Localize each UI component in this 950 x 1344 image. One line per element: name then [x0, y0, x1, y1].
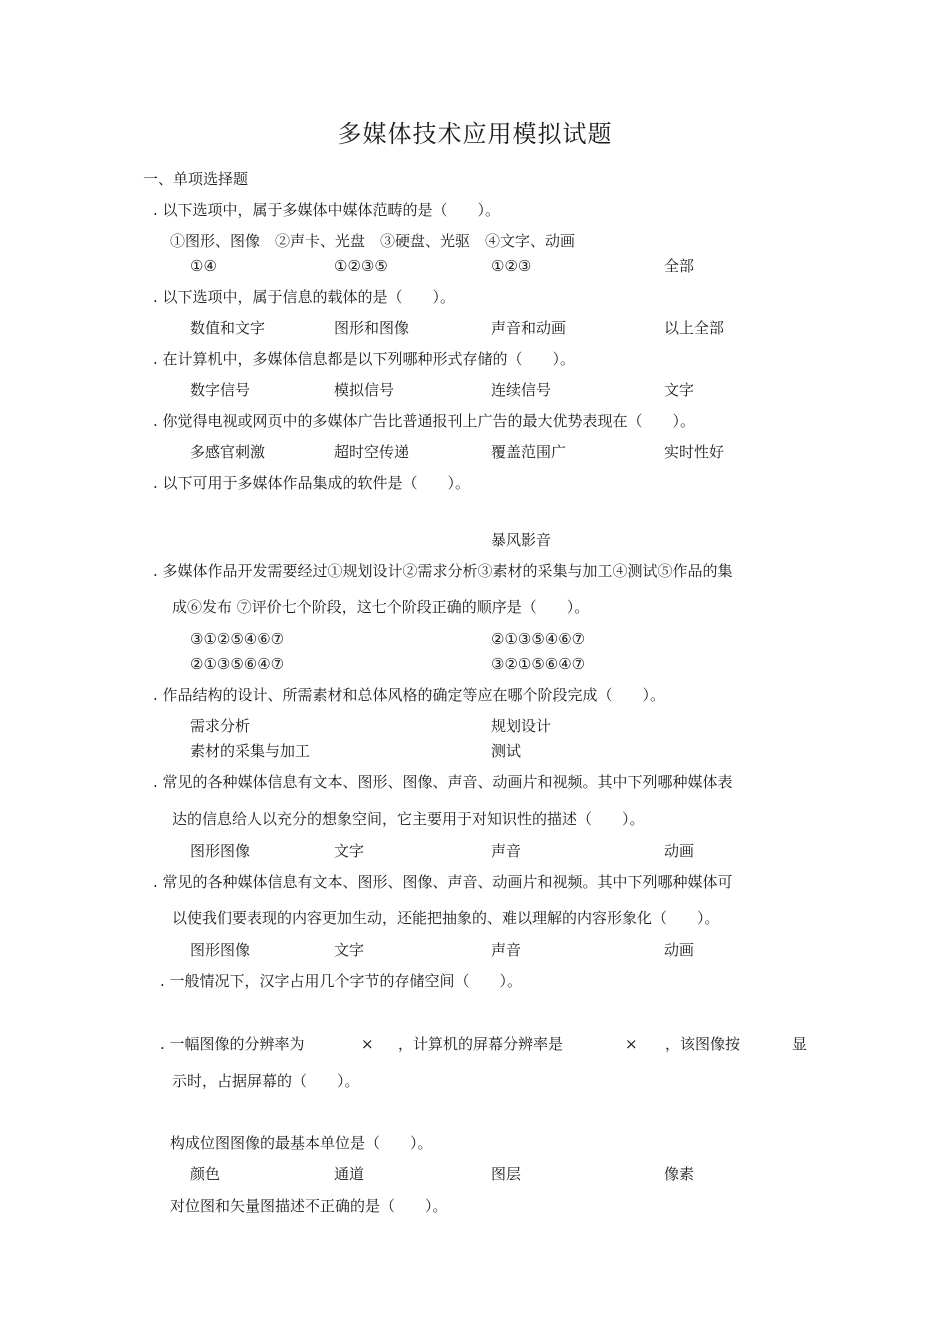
- option-9d: 动画: [664, 941, 695, 959]
- question-4: . 你觉得电视或网页中的多媒体广告比普通报刊上广告的最大优势表现在（ ）。: [153, 412, 696, 430]
- option-8b: 文字: [334, 842, 365, 860]
- page-title: 多媒体技术应用模拟试题: [337, 120, 613, 148]
- option-6b: ②①③⑤④⑥⑦: [491, 630, 586, 648]
- question-6-line-2: 成⑥发布 ⑦评价七个阶段，这七个阶段正确的顺序是（ ）。: [172, 598, 590, 616]
- multiply-sign-2: ×: [625, 1035, 638, 1053]
- option-7b: 规划设计: [491, 717, 552, 735]
- option-8d: 动画: [664, 842, 695, 860]
- option-6d: ③②①⑤⑥④⑦: [491, 655, 586, 673]
- question-7: . 作品结构的设计、所需素材和总体风格的确定等应在哪个阶段完成（ ）。: [153, 686, 666, 704]
- question-1-items: ①图形、图像 ②声卡、光盘 ③硬盘、光驱 ④文字、动画: [170, 232, 576, 250]
- option-5c: 暴风影音: [491, 531, 552, 549]
- option-1c: ①②③: [491, 257, 532, 275]
- option-7d: 测试: [491, 742, 522, 760]
- option-8a: 图形图像: [190, 842, 251, 860]
- option-7c: 素材的采集与加工: [190, 742, 311, 760]
- option-12b: 通道: [334, 1165, 365, 1183]
- option-3a: 数字信号: [190, 381, 251, 399]
- option-9a: 图形图像: [190, 941, 251, 959]
- question-3: . 在计算机中，多媒体信息都是以下列哪种形式存储的（ ）。: [153, 350, 576, 368]
- question-11-part-1: . 一幅图像的分辨率为: [160, 1035, 305, 1053]
- question-5: . 以下可用于多媒体作品集成的软件是（ ）。: [153, 474, 471, 492]
- question-11-line-2: 示时，占据屏幕的（ ）。: [172, 1072, 360, 1090]
- option-3c: 连续信号: [491, 381, 552, 399]
- multiply-sign-1: ×: [361, 1035, 374, 1053]
- question-6-line-1: . 多媒体作品开发需要经过①规划设计②需求分析③素材的采集与加工④测试⑤作品的集: [153, 562, 733, 580]
- option-2a: 数值和文字: [190, 319, 266, 337]
- question-9-line-2: 以使我们要表现的内容更加生动，还能把抽象的、难以理解的内容形象化（ ）。: [172, 909, 720, 927]
- option-2c: 声音和动画: [491, 319, 567, 337]
- question-13: 对位图和矢量图描述不正确的是（ ）。: [170, 1197, 448, 1215]
- section-heading: 一、单项选择题: [143, 170, 249, 188]
- option-9c: 声音: [491, 941, 522, 959]
- option-4a: 多感官刺激: [190, 443, 266, 461]
- option-4d: 实时性好: [664, 443, 725, 461]
- option-12a: 颜色: [190, 1165, 221, 1183]
- option-1d: 全部: [664, 257, 695, 275]
- question-2: . 以下选项中，属于信息的载体的是（ ）。: [153, 288, 456, 306]
- question-9-line-1: . 常见的各种媒体信息有文本、图形、图像、声音、动画片和视频。其中下列哪种媒体可: [153, 873, 733, 891]
- option-2d: 以上全部: [664, 319, 725, 337]
- option-4b: 超时空传递: [334, 443, 410, 461]
- question-12: 构成位图图像的最基本单位是（ ）。: [170, 1134, 433, 1152]
- option-7a: 需求分析: [190, 717, 251, 735]
- option-4c: 覆盖范围广: [491, 443, 567, 461]
- question-1: . 以下选项中，属于多媒体中媒体范畴的是（ ）。: [153, 201, 501, 219]
- option-12c: 图层: [491, 1165, 522, 1183]
- option-9b: 文字: [334, 941, 365, 959]
- question-11-part-4: 显: [792, 1035, 808, 1053]
- question-11-part-2: ，计算机的屏幕分辨率是: [398, 1035, 564, 1053]
- option-3b: 模拟信号: [334, 381, 395, 399]
- question-8-line-1: . 常见的各种媒体信息有文本、图形、图像、声音、动画片和视频。其中下列哪种媒体表: [153, 773, 733, 791]
- option-2b: 图形和图像: [334, 319, 410, 337]
- option-3d: 文字: [664, 381, 695, 399]
- option-1b: ①②③⑤: [334, 257, 388, 275]
- option-1a: ①④: [190, 257, 217, 275]
- question-8-line-2: 达的信息给人以充分的想象空间，它主要用于对知识性的描述（ ）。: [172, 810, 645, 828]
- option-12d: 像素: [664, 1165, 695, 1183]
- question-10: . 一般情况下，汉字占用几个字节的存储空间（ ）。: [160, 972, 523, 990]
- option-6c: ②①③⑤⑥④⑦: [190, 655, 285, 673]
- option-8c: 声音: [491, 842, 522, 860]
- question-11-part-3: ，该图像按: [665, 1035, 741, 1053]
- option-6a: ③①②⑤④⑥⑦: [190, 630, 285, 648]
